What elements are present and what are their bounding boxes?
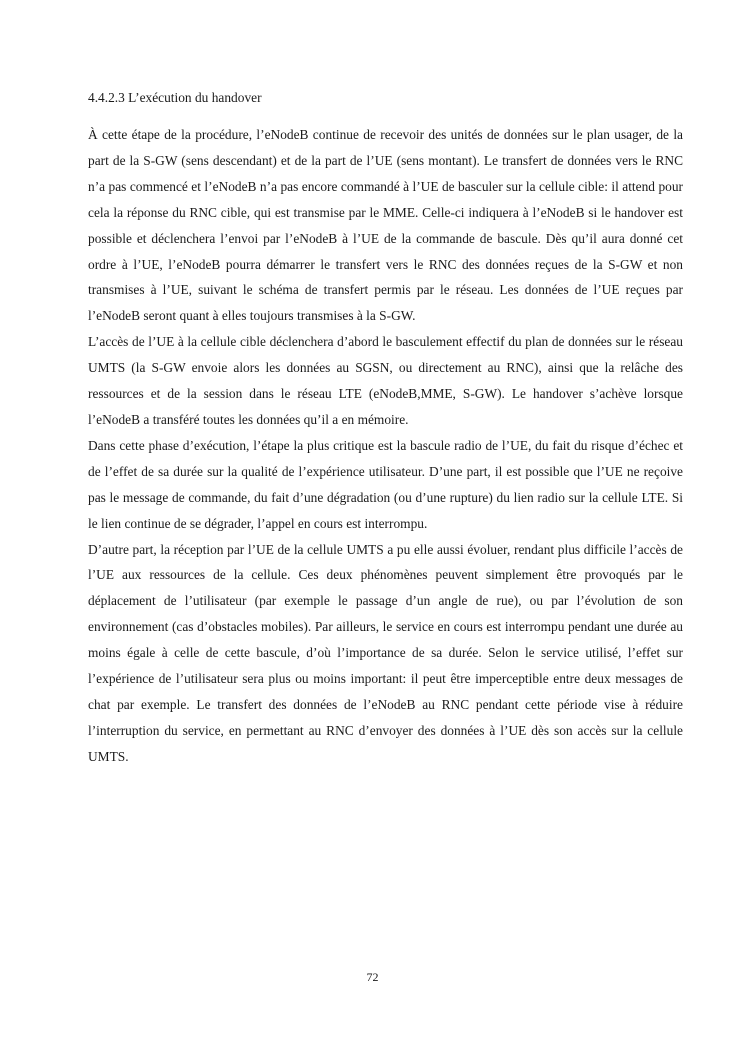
page-number: 72 xyxy=(366,970,379,984)
body-text xyxy=(88,122,683,770)
paragraph: À cette étape de la procédure, l’eNodeB continue de recevoir des unités de données sur le plan usager, de la part de la S-GW (sens descendant) et de la part de l’UE (sens montant). Le transfert de données vers le RNC n’a pas commencé et l’eNodeB n’a pas encore commandé à l’UE de basculer sur la cellule cible: il attend pour cela la réponse du RNC cible, qui est transmise par le MME. Celle-ci indiquera à l’eNodeB si le handover est possible et déclenchera l’envoi par l’eNodeB à l’UE de la commande de bascule. Dès qu’il aura donné cet ordre à l’UE, l’eNodeB pourra démarrer le transfert vers le RNC des données reçues de la S-GW et non transmises à l’UE, suivant le schéma de transfert permis par le réseau. Les données de l’UE reçues par l’eNodeB seront quant à elles toujours transmises à la S-GW. xyxy=(88,127,683,324)
paragraph: D’autre part, la réception par l’UE de la cellule UMTS a pu elle aussi évoluer, rendant plus difficile l’accès de l’UE aux ressources de la cellule. Ces deux phénomènes peuvent simplement être provoqués par le déplacement de l’utilisateur (par exemple le passage d’un angle de rue), ou par l’évolution de son environnement (cas d’obstacles mobiles). Par ailleurs, le service en cours est interrompu pendant une durée au moins égale à celle de cette bascule, d’où l’importance de sa durée. Selon le service utilisé, l’effet sur l’expérience de l’utilisateur sera plus ou moins important: il peut être imperceptible entre deux messages de chat par exemple. Le transfert des données de l’eNodeB au RNC pendant cette période vise à réduire l’interruption du service, en permettant au RNC d’envoyer des données à l’UE dès son accès sur la cellule UMTS. xyxy=(88,541,683,764)
paragraph: L’accès de l’UE à la cellule cible déclenchera d’abord le basculement effectif du plan de données sur le réseau UMTS (la S-GW envoie alors les données au SGSN, ou directement au RNC), ainsi que la relâche des ressources et de la session dans le réseau LTE (eNodeB,MME, S-GW). Le handover s’achève lorsque l’eNodeB a transféré toutes les données qu’il a en mémoire. xyxy=(88,334,683,427)
section-heading: 4.4.2.3 L’exécution du handover xyxy=(88,90,262,105)
paragraph: Dans cette phase d’exécution, l’étape la plus critique est la bascule radio de l’UE, du fait du risque d’échec et de l’effet de sa durée sur la qualité de l’expérience utilisateur. D’une part, il est possible que l’UE ne reçoive pas le message de commande, du fait d’une dégradation (ou d’une rupture) du lien radio sur la cellule LTE. Si le lien continue de se dégrader, l’appel en cours est interrompu. xyxy=(88,437,683,531)
